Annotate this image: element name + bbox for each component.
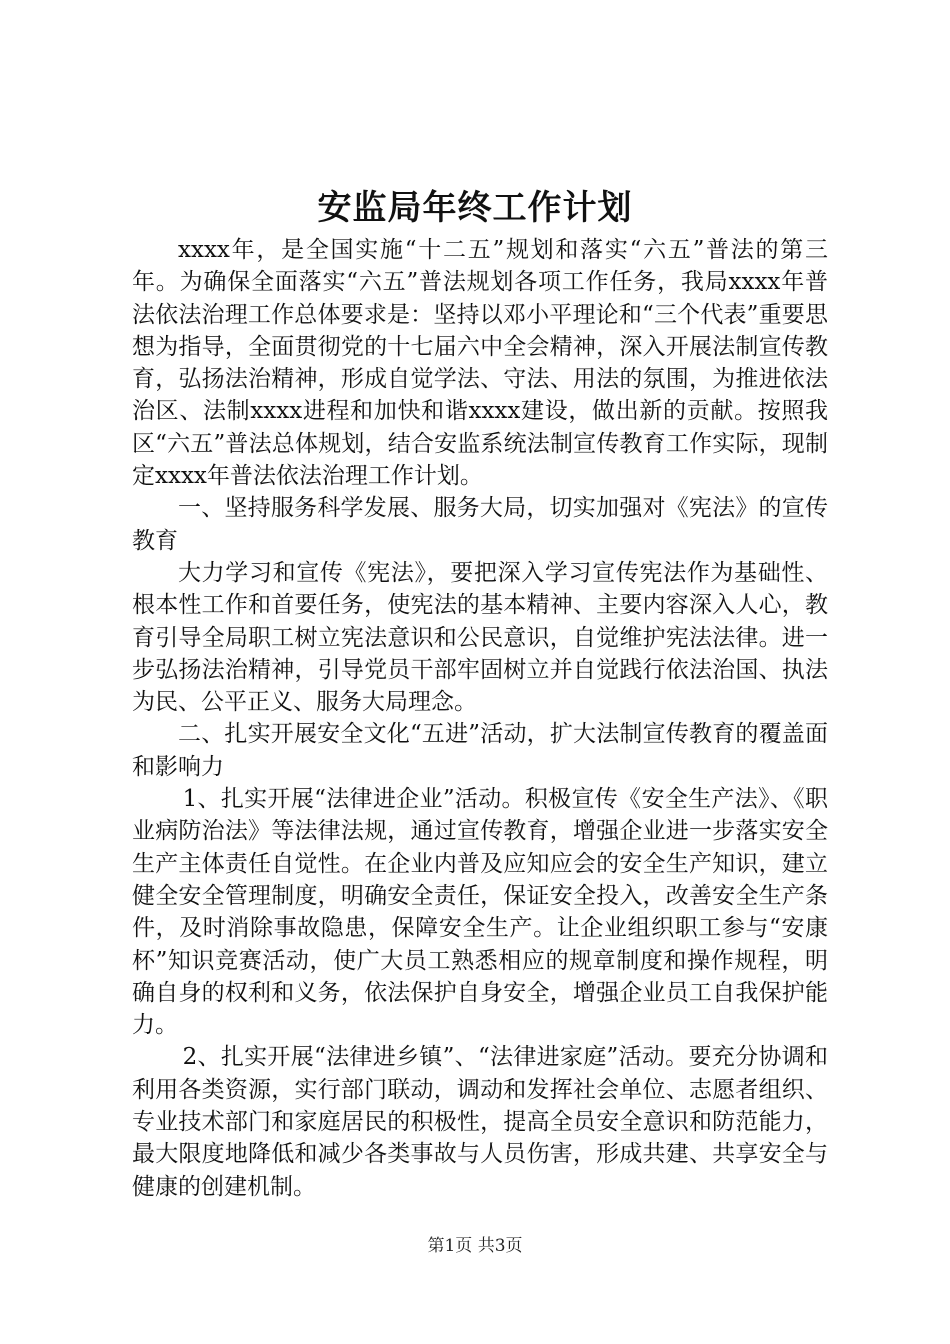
document-body	[132, 234, 828, 1203]
section-heading-2: 二、扎实开展安全文化“五进”活动，扩大法制宣传教育的覆盖面和影响力	[132, 721, 828, 780]
section-1-paragraph: 大力学习和宣传《宪法》，要把深入学习宣传宪法作为基础性、根本性工作和首要任务，使宪法的基本精神、主要内容深入人心，教育引导全局职工树立宪法意识和公民意识，自觉维护宪法法律。进一步弘扬法治精神，引导党员干部牢固树立并自觉践行依法治国、执法为民、公平正义、服务大局理念。	[132, 559, 828, 716]
section-2-item-1: 1、扎实开展“法律进企业”活动。积极宣传《安全生产法》、《职业病防治法》等法律法规，通过宣传教育，增强企业进一步落实安全生产主体责任自觉性。在企业内普及应知应会的安全生产知识，建立健全安全管理制度，明确安全责任，保证安全投入，改善安全生产条件，及时消除事故隐患，保障安全生产。让企业组织职工参与“安康杯”知识竞赛活动，使广大员工熟悉相应的规章制度和操作规程，明确自身的权利和义务，依法保护自身安全，增强企业员工自我保护能力。	[132, 786, 828, 1039]
document-title: 安监局年终工作计划	[317, 188, 633, 228]
intro-paragraph: xxxx年，是全国实施“十二五”规划和落实“六五”普法的第三年。为确保全面落实“六五”普法规划各项工作任务，我局xxxx年普法依法治理工作总体要求是：坚持以邓小平理论和“三个代表”重要思想为指导，全面贯彻党的十七届六中全会精神，深入开展法制宣传教育，弘扬法治精神，形成自觉学法、守法、用法的氛围，为推进依法治区、法制xxxx进程和加快和谐xxxx建设，做出新的贡献。按照我区“六五”普法总体规划，结合安监系统法制宣传教育工作实际，现制定xxxx年普法依法治理工作计划。	[132, 237, 828, 490]
page-footer: 第1页 共3页	[427, 1236, 523, 1256]
section-heading-1: 一、坚持服务科学发展、服务大局，切实加强对《宪法》的宣传教育	[132, 495, 828, 554]
section-2-item-2: 2、扎实开展“法律进乡镇”、“法律进家庭”活动。要充分协调和利用各类资源，实行部门联动，调动和发挥社会单位、志愿者组织、专业技术部门和家庭居民的积极性，提高全员安全意识和防范能力，最大限度地降低和减少各类事故与人员伤害，形成共建、共享安全与健康的创建机制。	[132, 1044, 828, 1200]
